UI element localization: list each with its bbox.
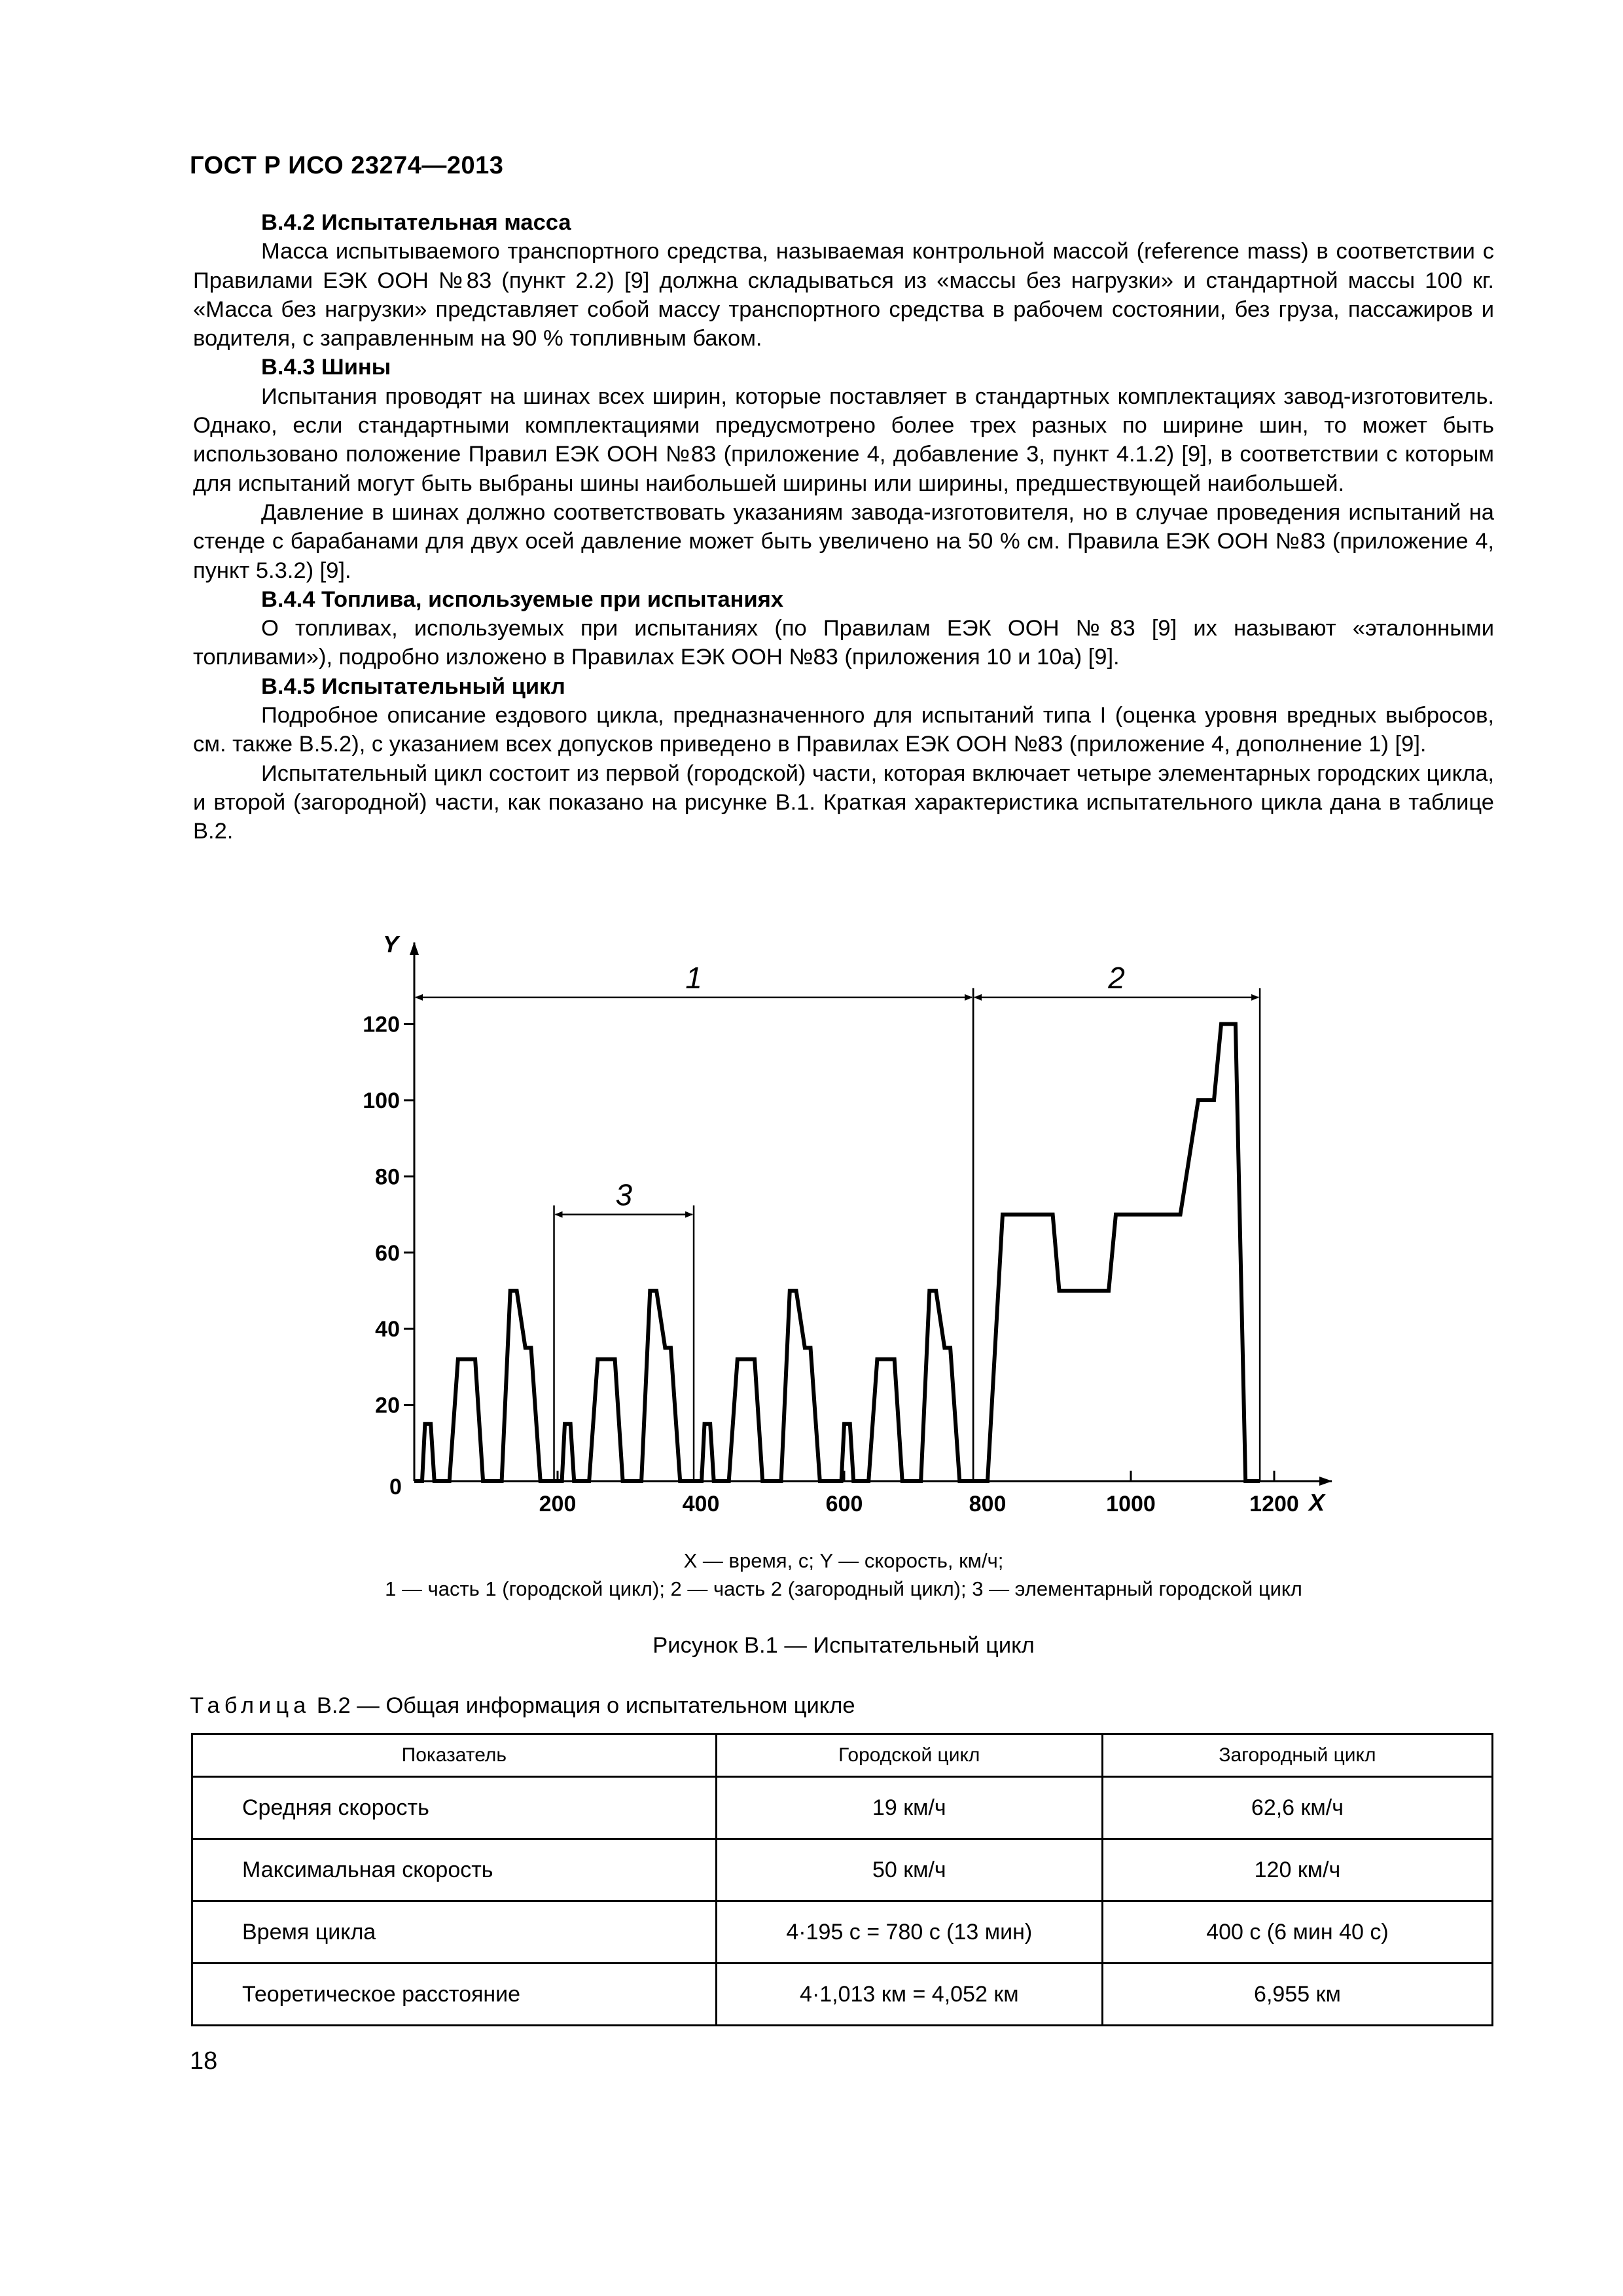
test-cycle-chart xyxy=(193,926,1345,1515)
table-cell: 120 км/ч xyxy=(1102,1839,1492,1901)
table-cell: Средняя скорость xyxy=(192,1777,717,1839)
table-cell: 50 км/ч xyxy=(716,1839,1102,1901)
paragraph: Испытательный цикл состоит из первой (городской) части, которая включает четыре элементарных городских цикла, и второй (загородной) части, как показано на рисунке В.1. Краткая характеристика испытательного цикла дана в таблице В.2. xyxy=(193,761,1494,844)
x-tick-label: 400 xyxy=(682,1492,720,1515)
table-header-cell: Городской цикл xyxy=(716,1734,1102,1777)
table-header-cell: Загородный цикл xyxy=(1102,1734,1492,1777)
table-row xyxy=(192,1964,1493,2026)
x-axis-name: X xyxy=(1309,1489,1325,1515)
y-tick-label: 120 xyxy=(363,1012,400,1037)
table-cell: 4·195 с = 780 с (13 мин) xyxy=(716,1901,1102,1964)
test-cycle-figure xyxy=(193,926,1345,1581)
table-row xyxy=(192,1777,1493,1839)
section-heading: В.4.3 Шины xyxy=(261,355,391,380)
table-cell: Время цикла xyxy=(192,1901,717,1964)
test-cycle-table xyxy=(191,1733,1493,2026)
x-tick-label: 800 xyxy=(969,1492,1007,1515)
table-title-prefix: Таблица xyxy=(190,1693,311,1718)
paragraph: Подробное описание ездового цикла, предназначенного для испытаний типа I (оценка уровня вредных выбросов, см. также В.5.2), с указанием всех допусков приведено в Правилах ЕЭК ООН №83 (приложение 4, дополнение 1) [9]. xyxy=(193,703,1494,757)
table-cell: 19 км/ч xyxy=(716,1777,1102,1839)
span-label: 2 xyxy=(1108,960,1125,995)
table-cell: Максимальная скорость xyxy=(192,1839,717,1901)
y-tick-label: 100 xyxy=(363,1088,400,1113)
x-tick-label: 1000 xyxy=(1106,1492,1156,1515)
table-cell: 62,6 км/ч xyxy=(1102,1777,1492,1839)
y-tick-label: 80 xyxy=(375,1164,400,1190)
paragraph: О топливах, используемых при испытаниях (по Правилам ЕЭК ООН №83 [9] их называют «эталонными топливами»), подробно изложено в Правилах ЕЭК ООН №83 (приложения 10 и 10а) [9]. xyxy=(193,616,1494,670)
y-tick-label: 20 xyxy=(375,1393,400,1418)
y-tick-label: 60 xyxy=(375,1240,400,1266)
table-row xyxy=(192,1901,1493,1964)
table-row xyxy=(192,1839,1493,1901)
x-tick-label: 600 xyxy=(825,1492,863,1515)
section-heading: В.4.2 Испытательная масса xyxy=(261,210,571,235)
paragraph: Давление в шинах должно соответствовать указаниям завода-изготовителя, но в случае проведения испытаний на стенде с барабанами для двух осей давление может быть увеличено на 50 % см. Правила ЕЭК ООН №83 (приложение 4, пункт 5.3.2) [9]. xyxy=(193,499,1494,583)
legend-line: X — время, с; Y — скорость, км/ч; xyxy=(683,1549,1004,1572)
x-tick-label: 200 xyxy=(539,1492,577,1515)
y-tick-label: 40 xyxy=(375,1317,400,1342)
y-axis-name: Y xyxy=(383,931,399,958)
page-number: 18 xyxy=(190,2047,218,2075)
paragraph: Масса испытываемого транспортного средства, называемая контрольной массой (reference mass) в соответствии с Правилами ЕЭК ООН №83 (пункт 2.2) [9] должна складываться из «массы без нагрузки» и стандартной массы 100 кг. «Масса без нагрузки» представляет собой массу транспортного средства в рабочем состоянии, без груза, пассажиров и водителя, с заправленным на 90 % топливным баком. xyxy=(193,239,1494,351)
figure-caption: Рисунок В.1 — Испытательный цикл xyxy=(652,1633,1035,1658)
span-label: 3 xyxy=(615,1177,633,1212)
paragraph: Испытания проводят на шинах всех ширин, которые поставляет в стандартных комплектациях завод-изготовитель. Однако, если стандартными комплектациями предусмотрено более трех разных по ширине шин, то может быть использовано положение Правил ЕЭК ООН №83 (приложение 4, добавление 3, пункт 4.1.2) [9], в соответствии с которым для испытаний могут быть выбраны шины наибольшей ширины или ширины, предшествующей наибольшей. xyxy=(193,384,1494,496)
table-cell: 400 с (6 мин 40 с) xyxy=(1102,1901,1492,1964)
table-cell: Теоретическое расстояние xyxy=(192,1964,717,2026)
span-label: 1 xyxy=(685,960,702,995)
section-heading: В.4.5 Испытательный цикл xyxy=(261,673,565,699)
table-header-cell: Показатель xyxy=(192,1734,717,1777)
figure-legend xyxy=(193,1547,1494,1603)
table-cell: 6,955 км xyxy=(1102,1964,1492,2026)
legend-line: 1 — часть 1 (городской цикл); 2 — часть 2 (загородный цикл); 3 — элементарный городской цикл xyxy=(385,1577,1302,1600)
table-header-row xyxy=(192,1734,1493,1777)
table-title xyxy=(190,1693,855,1719)
section-heading: В.4.4 Топлива, используемые при испытаниях xyxy=(261,586,784,612)
table-cell: 4·1,013 км = 4,052 км xyxy=(716,1964,1102,2026)
table-title-text: В.2 — Общая информация о испытательном цикле xyxy=(316,1693,855,1718)
body-text xyxy=(193,208,1494,846)
document-header: ГОСТ Р ИСО 23274—2013 xyxy=(190,152,504,179)
speed-series-line xyxy=(414,1024,1260,1481)
origin-label: 0 xyxy=(389,1475,402,1499)
x-tick-label: 1200 xyxy=(1249,1492,1299,1515)
